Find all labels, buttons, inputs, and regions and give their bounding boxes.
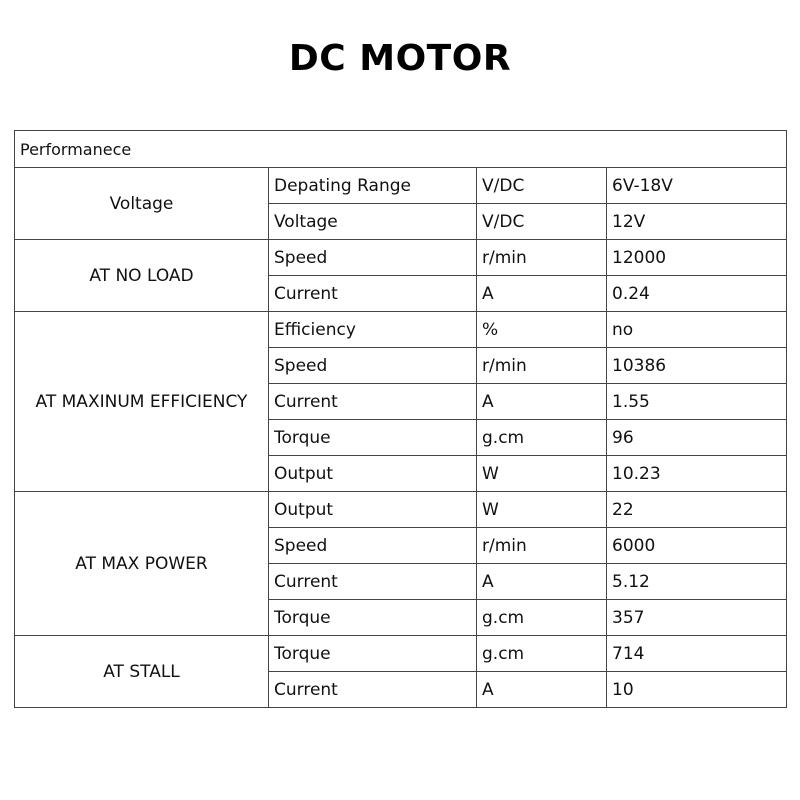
value-cell: 6V-18V (607, 168, 787, 204)
value-cell: 357 (607, 600, 787, 636)
group-label-max-power: AT MAX POWER (15, 492, 269, 636)
param-cell: Output (269, 492, 477, 528)
table-section-header: Performanece (15, 131, 787, 168)
param-cell: Speed (269, 240, 477, 276)
group-label-voltage: Voltage (15, 168, 269, 240)
param-cell: Torque (269, 600, 477, 636)
group-label-stall: AT STALL (15, 636, 269, 708)
param-cell: Depating Range (269, 168, 477, 204)
unit-cell: r/min (477, 240, 607, 276)
param-cell: Speed (269, 528, 477, 564)
param-cell: Current (269, 564, 477, 600)
value-cell: 10 (607, 672, 787, 708)
unit-cell: g.cm (477, 636, 607, 672)
group-label-no-load: AT NO LOAD (15, 240, 269, 312)
value-cell: 5.12 (607, 564, 787, 600)
table-row (15, 168, 787, 204)
unit-cell: r/min (477, 348, 607, 384)
value-cell: 6000 (607, 528, 787, 564)
table-row (15, 312, 787, 348)
value-cell: no (607, 312, 787, 348)
table-header-row (15, 131, 787, 168)
group-label-max-efficiency: AT MAXINUM EFFICIENCY (15, 312, 269, 492)
param-cell: Voltage (269, 204, 477, 240)
value-cell: 0.24 (607, 276, 787, 312)
value-cell: 12V (607, 204, 787, 240)
param-cell: Efficiency (269, 312, 477, 348)
unit-cell: V/DC (477, 204, 607, 240)
unit-cell: g.cm (477, 420, 607, 456)
value-cell: 10386 (607, 348, 787, 384)
unit-cell: A (477, 384, 607, 420)
table-row (15, 492, 787, 528)
unit-cell: W (477, 456, 607, 492)
param-cell: Torque (269, 636, 477, 672)
unit-cell: % (477, 312, 607, 348)
performance-table (14, 130, 787, 708)
value-cell: 714 (607, 636, 787, 672)
unit-cell: W (477, 492, 607, 528)
param-cell: Speed (269, 348, 477, 384)
unit-cell: A (477, 564, 607, 600)
value-cell: 96 (607, 420, 787, 456)
unit-cell: r/min (477, 528, 607, 564)
unit-cell: A (477, 276, 607, 312)
value-cell: 1.55 (607, 384, 787, 420)
table-row (15, 636, 787, 672)
value-cell: 10.23 (607, 456, 787, 492)
param-cell: Current (269, 384, 477, 420)
value-cell: 12000 (607, 240, 787, 276)
value-cell: 22 (607, 492, 787, 528)
unit-cell: A (477, 672, 607, 708)
param-cell: Current (269, 672, 477, 708)
unit-cell: g.cm (477, 600, 607, 636)
unit-cell: V/DC (477, 168, 607, 204)
table-row (15, 240, 787, 276)
page-title: DC MOTOR (288, 38, 512, 79)
param-cell: Output (269, 456, 477, 492)
param-cell: Current (269, 276, 477, 312)
param-cell: Torque (269, 420, 477, 456)
